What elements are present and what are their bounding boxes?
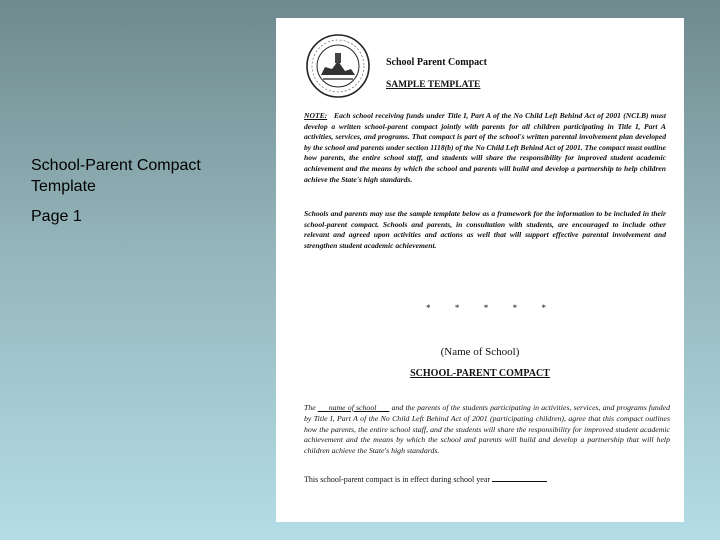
slide-title: School-Parent Compact Template: [31, 157, 201, 195]
asterisk-divider: [426, 303, 546, 313]
asterisk: *: [454, 303, 460, 313]
body-intro: The: [304, 403, 316, 412]
framework-paragraph: Schools and parents may use the sample template below as a framework for the information to be included in their school-parent compact. Schools and parents, in consultation with students, are encouraged to include other relevant and agreed upon activities and actions as well that will support effective parental involvement and strengthen student academic achievement.: [304, 209, 666, 250]
compact-title: SCHOOL-PARENT COMPACT: [410, 368, 550, 379]
document-page: [276, 18, 684, 522]
school-year-blank: [492, 481, 547, 482]
asterisk: *: [541, 303, 546, 313]
header-title: School Parent Compact: [386, 57, 487, 68]
body-text: and the parents of the students participating in activities, services, and programs funded by Title I, Part A of the No Child Left Behind Act of 2001 (participating children), agree that this compact outlines how the parents, the entire school staff, and the students will share the responsibility for improved student academic achievement and the means by which the school and parents will build and develop a partnership that will help children achieve the State's high standards.: [304, 403, 670, 456]
school-name-placeholder: (Name of School): [440, 346, 520, 358]
compact-body-paragraph: [304, 403, 670, 457]
school-name-field: name of school: [328, 403, 377, 412]
note-text: Each school receiving funds under Title I, Part A of the No Child Left Behind Act of 2001 (NCLB) must develop a written school-parent compact jointly with parents for all children participating in Title I, Part A activities, services, and programs. That compact is part of the school's written parental involvement plan developed by the school and parents under section 1118(b) of the No Child Left Behind Act of 2001. The compact must outline how parents, the entire school staff, and students will share the responsibility for improved student academic achievement and the means by which the school and parents will build and develop a partnership to help children achieve the State's high standards.: [304, 111, 667, 184]
effect-text: This school-parent compact is in effect during school year: [304, 475, 491, 484]
state-department-seal-icon: [305, 33, 371, 99]
asterisk: *: [426, 303, 431, 313]
page-label: Page 1: [31, 208, 82, 225]
asterisk: *: [512, 303, 518, 313]
effect-line: [304, 475, 547, 484]
asterisk: *: [483, 303, 489, 313]
header-subtitle: SAMPLE TEMPLATE: [386, 80, 481, 90]
note-paragraph: [304, 111, 666, 185]
note-label: NOTE:: [304, 111, 328, 120]
